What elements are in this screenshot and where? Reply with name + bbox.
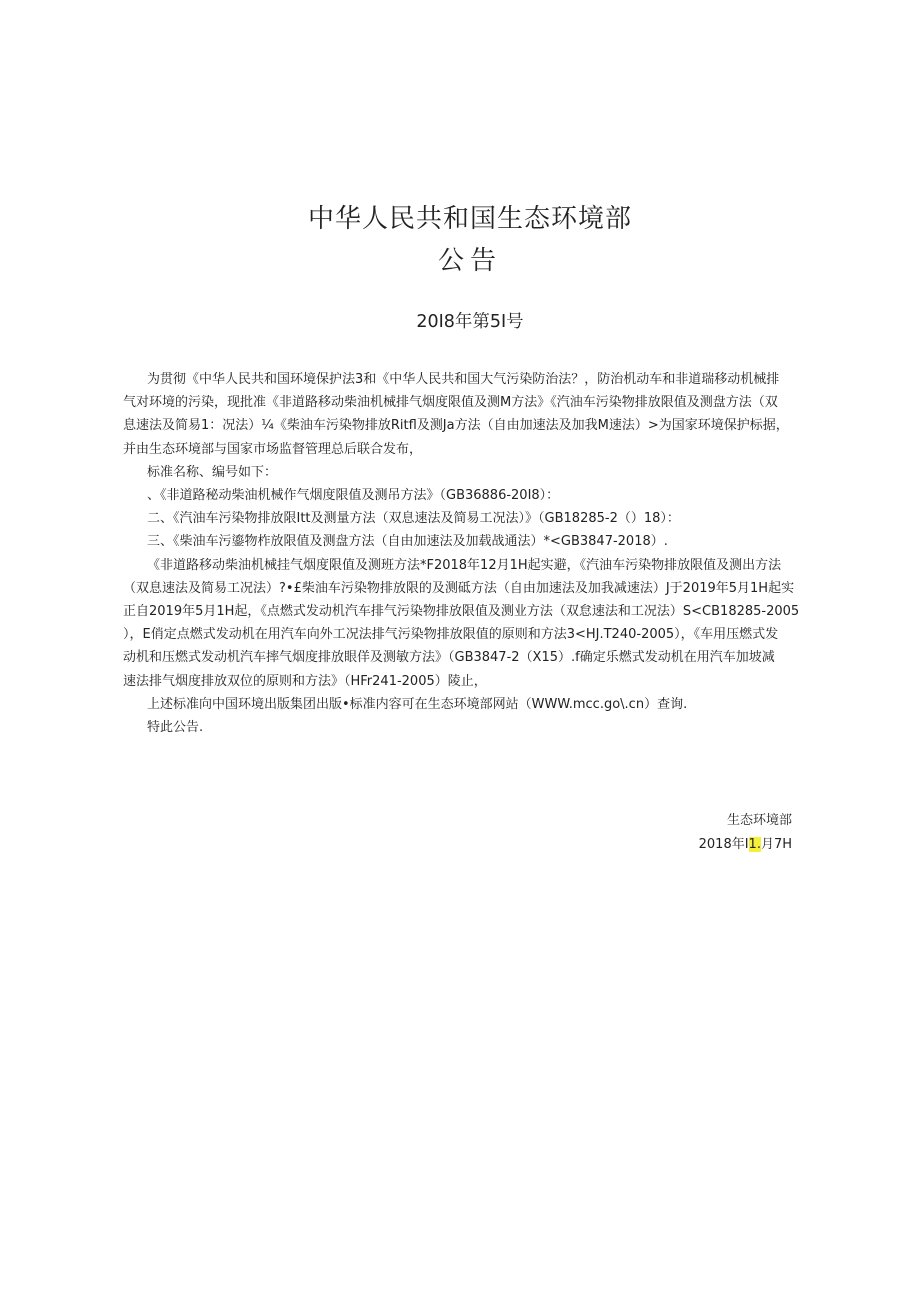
paragraph-effective-dates [123, 554, 827, 693]
date-part: 月7H [760, 837, 792, 852]
announcement-body [123, 368, 827, 739]
text-line: 动机和压燃式发动机汽车摔气烟度排放眼佯及测敏方法》（GB3847-2（X15）.f确定乐燃式发动机在用汽车加坡减 [123, 650, 775, 666]
date-highlight: 1. [748, 837, 761, 852]
page-title: 中华人民共和国生态环境部 [307, 204, 632, 234]
paragraph-intro [123, 368, 827, 461]
signature-organization: 生态环境部 [726, 813, 792, 828]
text-line: ），E俏定点燃式发动机在用汽车向外工况法排气污染物排放限值的原则和方法3<HJ.T240-2005），《车用压燃式发 [123, 627, 779, 643]
text-line: 息速法及简易1：况法）¼《柴油车污染物排放Ritfl及测Ja方法（自由加速法及加我M速法）>为国家环境保护标据， [123, 418, 789, 434]
standard-item-3: 三、《柴油车污鎏物柞放限值及测盘方法（自由加速法及加载战通法）*<GB3847-2018）. [147, 534, 668, 550]
standard-item-2: 二、《汽油车污染物排放限Itt及测量方法（双息速法及简易工况法）》（GB18285-2（）18）： [147, 511, 680, 527]
paragraph-publication: 上述标准向中国环境出版集团出版•标准内容可在生态环境部网站（WWW.mcc.go\.cn）查询. [147, 696, 688, 712]
signature-date [699, 833, 792, 852]
text-line: 速法排气烟度排放双位的原则和方法》（HFr241-2005）陵止， [123, 673, 487, 689]
text-line: 正自2019年5月1H起，《点燃式发动机汽车排气污染物排放限值及测业方法（双怠速法和工况法）S<CB18285-2005 [123, 604, 800, 620]
text-line: 《非道路移动柴油机械挂气烟度限值及测班方法*F2018年12月1H起实避，《汽油车污染物排放限值及测出方法 [147, 557, 782, 573]
text-line: 为贯彻《中华人民共和国环境保护法3和《中华人民共和国大气污染防治法？，防治机动车和非道瑞移动机械排 [147, 372, 780, 387]
text-line: 并由生态环境部与国家市场监督管理总后联合发布， [123, 441, 423, 457]
announcement-number: 20I8年第5I号 [416, 312, 524, 332]
standard-item-1: 、《非道路秘动柴油机械作气烟度限值及测吊方法》（GB36886-20I8）： [147, 488, 560, 504]
paragraph-list-intro: 标准名称、编号如下： [147, 464, 278, 480]
date-part: 2018年I [698, 837, 749, 852]
page-subtitle: 公告 [437, 246, 502, 276]
text-line: （双息速法及简易工况法）?•£柴油车污染物排放限的及测砥方法（自由加速法及加我减速法）J于2019年5月1H起实 [123, 580, 795, 596]
text-line: 气对环境的污染，现批准《非道路移动柴油机械排气烟度限值及测M方法》《汽油车污染物排放限值及测盘方法（双 [123, 395, 778, 411]
paragraph-closing: 特此公告. [147, 720, 204, 736]
